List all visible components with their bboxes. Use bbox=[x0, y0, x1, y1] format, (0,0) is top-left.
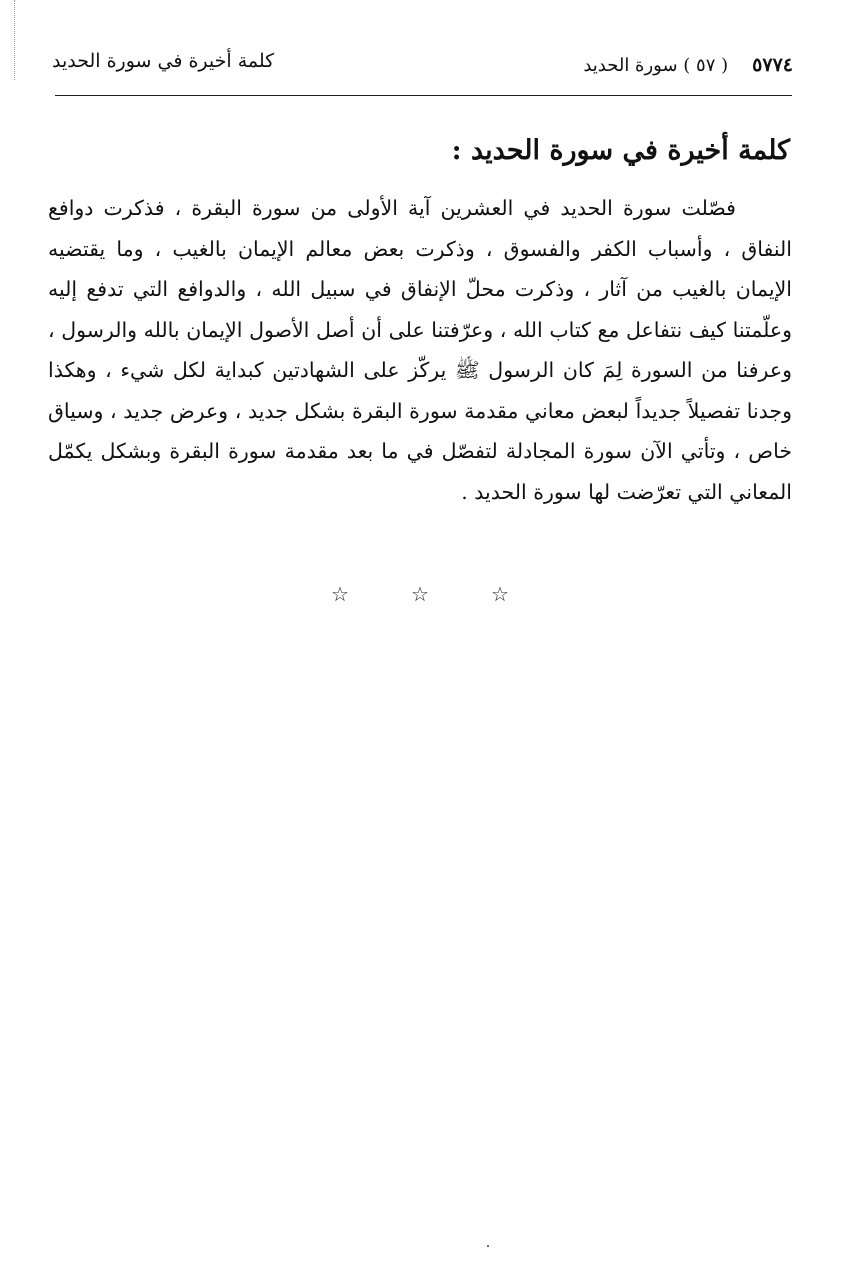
star-icon: ☆ bbox=[411, 582, 429, 606]
chapter-running-title: كلمة أخيرة في سورة الحديد bbox=[52, 50, 275, 72]
section-separator bbox=[300, 582, 540, 606]
star-icon: ☆ bbox=[491, 582, 509, 606]
running-header bbox=[52, 50, 793, 80]
header-divider bbox=[55, 95, 792, 96]
star-icon: ☆ bbox=[331, 582, 349, 606]
scan-edge-mark bbox=[14, 0, 21, 80]
header-right bbox=[583, 54, 793, 76]
body-paragraph: فصّلت سورة الحديد في العشرين آية الأولى من سورة البقرة ، فذكرت دوافع النفاق ، وأسباب الكفر والفسوق ، وذكرت بعض معالم الإيمان بالغيب ، وما يقتضيه الإيمان بالغيب من آثار ، وذكرت محلّ الإنفاق في سبيل الله ، والدوافع التي تدفع إليه وعلّمتنا كيف نتفاعل مع كتاب الله ، وعرّفتنا على أن أصل الأصول الإيمان بالله والرسول ، وعرفنا من السورة لِمَ كان الرسول ﷺ يركّز على الشهادتين كبداية لكل شيء ، وهكذا وجدنا تفصيلاً جديداً لبعض معاني مقدمة سورة البقرة بشكل جديد ، وعرض جديد ، وسياق خاص ، وتأتي الآن سورة المجادلة لتفصّل في ما بعد مقدمة سورة البقرة وبشكل يكمّل المعاني التي تعرّضت لها سورة الحديد . bbox=[48, 196, 792, 504]
section-title: كلمة أخيرة في سورة الحديد : bbox=[451, 135, 790, 166]
surah-reference: ( ٥٧ ) سورة الحديد bbox=[583, 55, 729, 76]
body-text bbox=[48, 188, 792, 512]
scan-speck bbox=[487, 1245, 489, 1247]
page-number: ٥٧٧٤ bbox=[752, 54, 793, 76]
